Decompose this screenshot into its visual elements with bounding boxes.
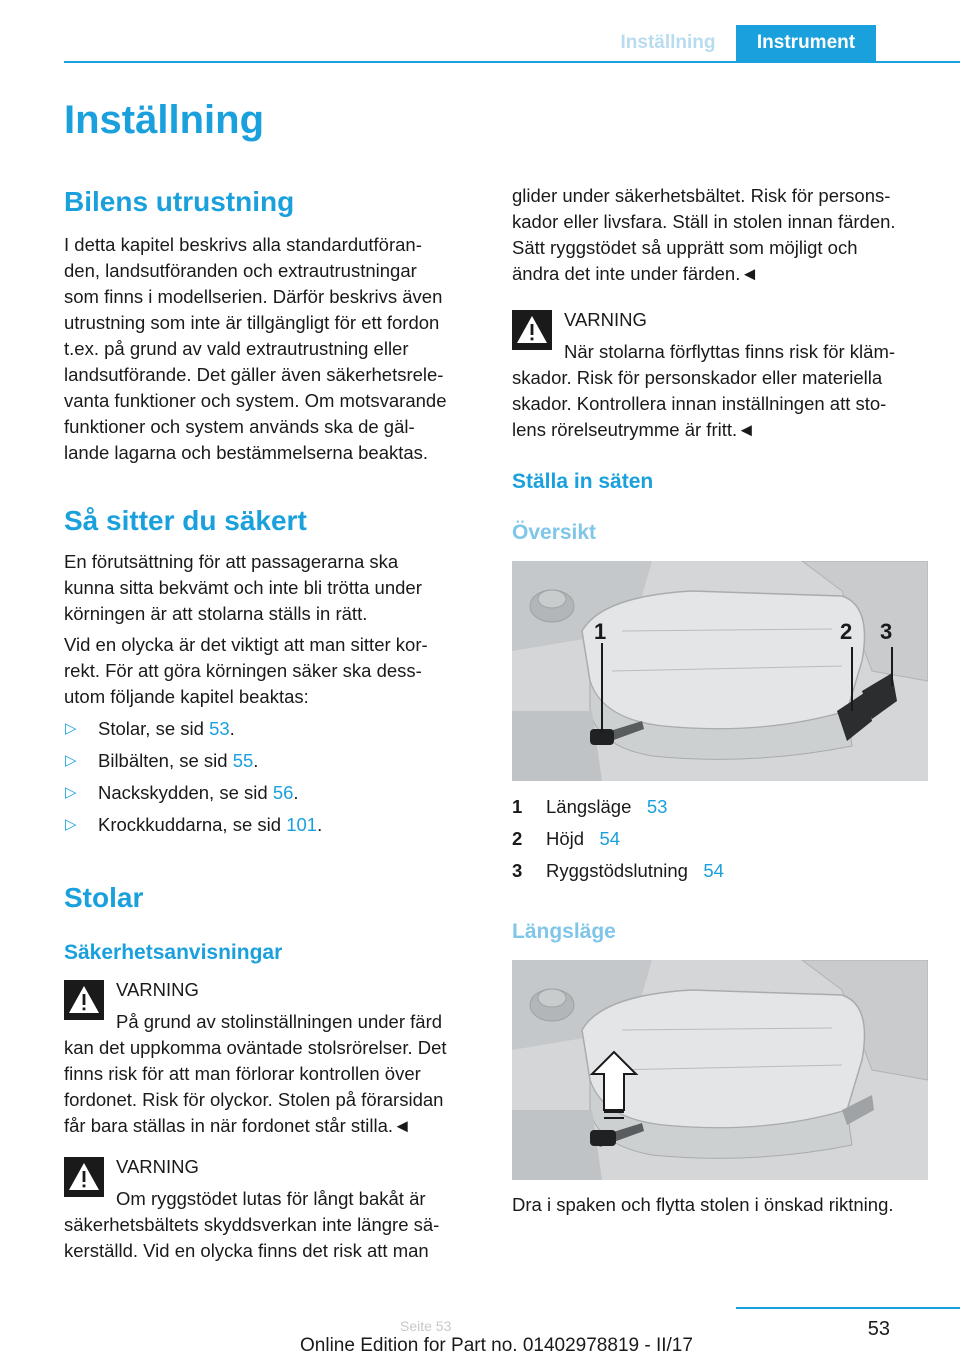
text-line: utrustning som inte är tillgängligt för ett fordon [64, 312, 440, 333]
paragraph-bilens-utrustning [64, 232, 480, 466]
warning2-continuation [512, 183, 928, 287]
watermark: Seite 53 [400, 1318, 452, 1334]
text-line: kunna sitta bekvämt och inte bli trötta under [64, 577, 422, 598]
figure-caption: Dra i spaken och flytta stolen i önskad riktning. [512, 1194, 894, 1215]
page-link[interactable]: 53 [646, 796, 668, 817]
header-rule [64, 61, 960, 63]
text-line: skador. Risk för personskador eller materiella [512, 367, 883, 388]
chapter-reference-list [64, 716, 480, 844]
heading-stalla-in-saten: Ställa in säten [512, 470, 654, 493]
bullet-triangle-icon: ▷ [65, 816, 77, 833]
text-line: får bara ställas in när fordonet står stilla.◄ [64, 1115, 412, 1136]
text-line: En förutsättning för att passagerarna ska [64, 551, 399, 572]
legend-item: 1 Längsläge 53 [512, 796, 668, 817]
legend-item: 3 Ryggstödslutning 54 [512, 860, 724, 881]
heading-oversikt: Översikt [512, 521, 597, 544]
warning-first-line: När stolarna förflyttas finns risk för kläm- [564, 341, 896, 362]
list-item: ▷ Stolar, se sid 53. [64, 716, 480, 742]
text-line: t.ex. på grund av vald extrautrustning eller [64, 338, 409, 359]
text-line: körningen är att stolarna ställs in rätt. [64, 603, 368, 624]
list-item: ▷ Nackskydden, se sid 56. [64, 780, 480, 806]
text-line: ändra det inte under färden.◄ [512, 263, 759, 284]
text-line: kan det uppkomma oväntade stolsrörelser. Det [64, 1037, 447, 1058]
text-line: I detta kapitel beskrivs alla standardutföran- [64, 234, 422, 255]
text-line: landsutförande. Det gäller även säkerhetsrele- [64, 364, 444, 385]
page-link[interactable]: 54 [599, 828, 621, 849]
text-line: kador eller livsfara. Ställ in stolen innan färden. [512, 211, 896, 232]
text-line: Vid en olycka är det viktigt att man sitter kor- [64, 634, 428, 655]
page-number: 53 [867, 1318, 890, 1340]
tab-inactive-installning[interactable]: Inställning [620, 32, 716, 53]
text-line: kerställd. Vid en olycka finns det risk att man [64, 1240, 429, 1261]
bullet-triangle-icon: ▷ [65, 784, 77, 801]
list-item: ▷ Bilbälten, se sid 55. [64, 748, 480, 774]
text-line: säkerhetsbältets skyddsverkan inte längre sä- [64, 1214, 440, 1235]
heading-langslage: Längsläge [512, 920, 616, 943]
bullet-triangle-icon: ▷ [65, 752, 77, 769]
heading-bilens-utrustning: Bilens utrustning [64, 186, 295, 217]
warning-body [512, 365, 928, 443]
text-line: finns risk för att man förlorar kontrollen över [64, 1063, 421, 1084]
seat-overview-figure [512, 561, 928, 781]
warning-triangle-icon [64, 980, 104, 1020]
warning-label: VARNING [564, 309, 647, 330]
page-link[interactable]: 55 [232, 750, 254, 771]
bullet-triangle-icon: ▷ [65, 720, 77, 737]
text-line: som finns i modellserien. Därför beskrivs även [64, 286, 443, 307]
page-title: Inställning [64, 98, 264, 142]
heading-sa-sitter-du-sakert: Så sitter du säkert [64, 505, 307, 536]
warning-label: VARNING [116, 1156, 199, 1177]
page-link[interactable]: 54 [703, 860, 724, 881]
tab-active-instrument[interactable]: Instrument [736, 25, 876, 61]
warning-first-line: På grund av stolinställningen under färd [116, 1011, 443, 1032]
text-line: skador. Kontrollera innan inställningen att sto- [512, 393, 887, 414]
list-item: ▷ Krockkuddarna, se sid 101. [64, 812, 480, 838]
figure-callout: 1 [594, 619, 607, 644]
warning-label: VARNING [116, 979, 199, 1000]
page-link[interactable]: 53 [209, 718, 230, 739]
warning-triangle-icon [512, 310, 552, 350]
warning-body [64, 1035, 480, 1139]
paragraph-sitter-2 [64, 632, 480, 710]
text-line: den, landsutföranden och extrautrustningar [64, 260, 417, 281]
paragraph-sitter-1 [64, 549, 480, 627]
text-line: lens rörelseutrymme är fritt.◄ [512, 419, 756, 440]
footer-edition: Online Edition for Part no. 01402978819 - II/17 [300, 1335, 693, 1356]
text-line: fordonet. Risk för olyckor. Stolen på förarsidan [64, 1089, 444, 1110]
warning-triangle-icon [64, 1157, 104, 1197]
text-line: vanta funktioner och system. Om motsvarande [64, 390, 447, 411]
text-line: utom följande kapitel beaktas: [64, 686, 309, 707]
subheading-sakerhetsanvisningar: Säkerhetsanvisningar [64, 941, 283, 964]
text-line: rekt. För att göra körningen säker ska dess- [64, 660, 422, 681]
page-link[interactable]: 101 [286, 814, 318, 835]
figure-callout: 3 [880, 619, 893, 644]
page-link[interactable]: 56 [272, 782, 294, 803]
figure-callout: 2 [840, 619, 853, 644]
warning-body [64, 1212, 480, 1264]
text-line: glider under säkerhetsbältet. Risk för persons- [512, 185, 891, 206]
legend-item: 2 Höjd 54 [512, 828, 621, 849]
heading-stolar: Stolar [64, 882, 144, 913]
seat-longitudinal-figure [512, 960, 928, 1180]
text-line: Sätt ryggstödet så upprätt som möjligt och [512, 237, 858, 258]
text-line: funktioner och system används ska de gäl- [64, 416, 415, 437]
text-line: lande lagarna och bestämmelserna beaktas. [64, 442, 429, 463]
footer-rule [736, 1307, 960, 1309]
warning-first-line: Om ryggstödet lutas för långt bakåt är [116, 1188, 426, 1209]
